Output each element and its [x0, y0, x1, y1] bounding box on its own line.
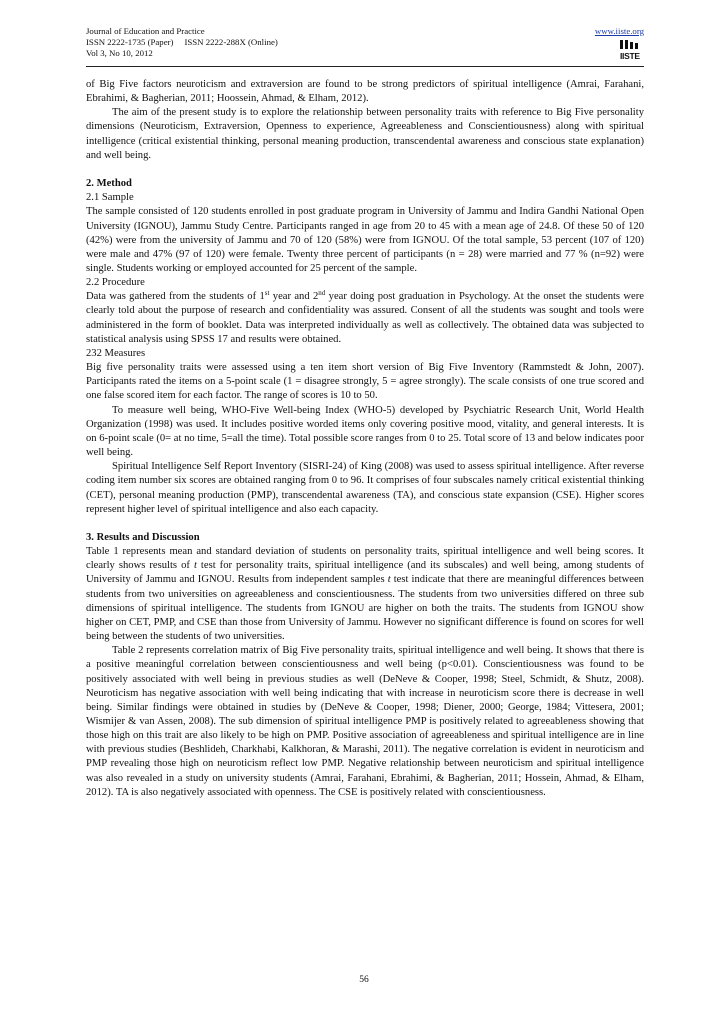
measures-paragraph-2: To measure well being, WHO-Five Well-being Index (WHO-5) developed by Psychiatric Research Unit, World Health Organization (1998) was used. It includes positive worded items only covering positive mood, vitality, and general interests. It is on 6-point scale (0= at no time, 5=all the time). Total possible score ranges from 0 to 25. Total score of 13 and below indicates poor well being. — [86, 404, 644, 459]
results-paragraph-2: Table 2 represents correlation matrix of Big Five personality traits, spiritual intelligence and well being. It shows that there is a positive meaningful correlation between conscientiousness and well being (p<0.01). Conscientiousness was found to be positively associated with well being in previous studies as well (DeNeve & Cooper, 1998; Steel, Schmidt, & Shutz, 2008). Neuroticism has negative association with well being indicating that with increase in neuroticism score there is decrease in well being. Similar findings were obtained in studies by (DeNeve & Cooper, 1998; Diener, 2000; George, 1984; Vittesera, 2001; Wismijer & van Assen, 2008). The sub dimension of spiritual intelligence PMP is positively related to agreeableness showing that those high on this trait are also likely to be high on PMP. Positive association of agreeableness and spiritual intelligence are in line with previous studies (Beshlideh, Charkhabi, Kalkhoran, & Marashi, 2011). The negative correlation is evident in neuroticism and PMP revealing those high on neuroticism reflect low PMP. Negative relationship between neuroticism and spiritual intelligence was also revealed in a study on university students (Amrai, Farahani, Ebrahimi, & Bagherian, 2011; Hossein, Ahmad, & Elham, 2012). TA is also negatively associated with openness. The CSE is positively related with conscientiousness. — [86, 645, 644, 798]
journal-title: Journal of Education and Practice — [86, 26, 205, 36]
results-paragraph-1: Table 1 represents mean and standard deviation of students on personality traits, spiritual intelligence and well being scores. It clearly shows results of t test for personality traits, spiritual intelligence (and its subscales) and well being, among students of University of Jammu and IGNOU. Results from independent samples t test indicate that there are meaningful differences between students from two universities on agreeableness and conscientiousness. The students from two universities differed on three sub dimensions of spiritual intelligence. The students from IGNOU are higher on both the traits. The students from IGNOU show higher on CET, PMP, and CSE than those from University of Jammu. However no significant difference is found on scores for well being between the students of two universities. — [86, 546, 644, 643]
measures-paragraph-1: Big five personality traits were assessed using a ten item short version of Big Five Inventory (Rammstedt & John, 2007). Participants rated the items on a 5-point scale (1 = disagree strongly, 5 = agree strongly). The scale consists of one true scored and one false scored item for each factor. The range of scores is 10 to 50. — [86, 362, 644, 402]
iiste-logo — [620, 40, 640, 62]
volume-line: Vol 3, No 10, 2012 — [86, 48, 153, 59]
measures-heading: 232 Measures — [86, 347, 146, 359]
procedure-paragraph: Data was gathered from the students of 1st year and 2nd year doing post graduation in Psychology. At the onset the students were clearly told about the purpose of research and confidentiality was assured. Consent of all the students was sought and tools were administered in the form of booklet. Data was interpreted individually as well as collectively. The obtained data was subjected to statistical analysis using SPSS 17 and results were obtained. — [86, 289, 644, 345]
procedure-heading: 2.2 Procedure — [86, 277, 145, 289]
article-body — [86, 78, 644, 800]
page-number: 56 — [359, 975, 369, 985]
sample-heading: 2.1 Sample — [86, 192, 134, 204]
sample-paragraph: The sample consisted of 120 students enrolled in post graduate program in University of Jammu and Indira Gandhi National Open University (IGNOU), Jammu Study Centre. Participants ranged in age from 20 to 45 with a mean age of 24.8. Of these 50 of 120 (42%) were from the university of Jammu and 70 of 120 (58%) were from IGNOU. Of the total sample, 53 percent (107 of 120) were male and 47% (97 of 120) were female. Twenty three percent of participants (n = 28) were married and 77 % (n=92) were single. Students working or employed accounted for 25 percent of the sample. — [86, 206, 644, 275]
page — [86, 26, 644, 800]
running-header — [86, 26, 644, 78]
measures-paragraph-3: Spiritual Intelligence Self Report Inventory (SISRI-24) of King (2008) was used to assess spiritual intelligence. After reverse coding item number six scores are obtained ranging from 0 to 96. It comprises of four subscales namely critical existential thinking (CET), personal meaning production (PMP), transcendental awareness (TA), and conscious state expansion (CSE). Higher scores represent higher level of spiritual intelligence and also each capacity. — [86, 461, 644, 515]
results-heading: 3. Results and Discussion — [86, 531, 200, 543]
journal-info — [86, 26, 644, 60]
intro-paragraph-1: of Big Five factors neuroticism and extraversion are found to be strong predictors of spiritual intelligence (Amrai, Farahani, Ebrahimi, & Bagherian, 2011; Hoossein, Ahmad, & Elham, 2012). — [86, 79, 644, 105]
method-heading: 2. Method — [86, 178, 132, 190]
header-rule — [86, 66, 644, 67]
journal-url-link[interactable]: www.iiste.org — [594, 26, 644, 36]
logo-text: IISTE — [620, 51, 640, 61]
issn-line: ISSN 2222-1735 (Paper) ISSN 2222-288X (Online) — [86, 37, 278, 48]
intro-paragraph-2: The aim of the present study is to explore the relationship between personality traits with reference to Big Five personality dimensions (Neuroticism, Extraversion, Openness to experience, Agreeableness and Conscientiousness) along with spiritual intelligence (critical existential thinking, personal meaning production, transcendental awareness and conscious state explanation) and well being. — [86, 107, 644, 161]
